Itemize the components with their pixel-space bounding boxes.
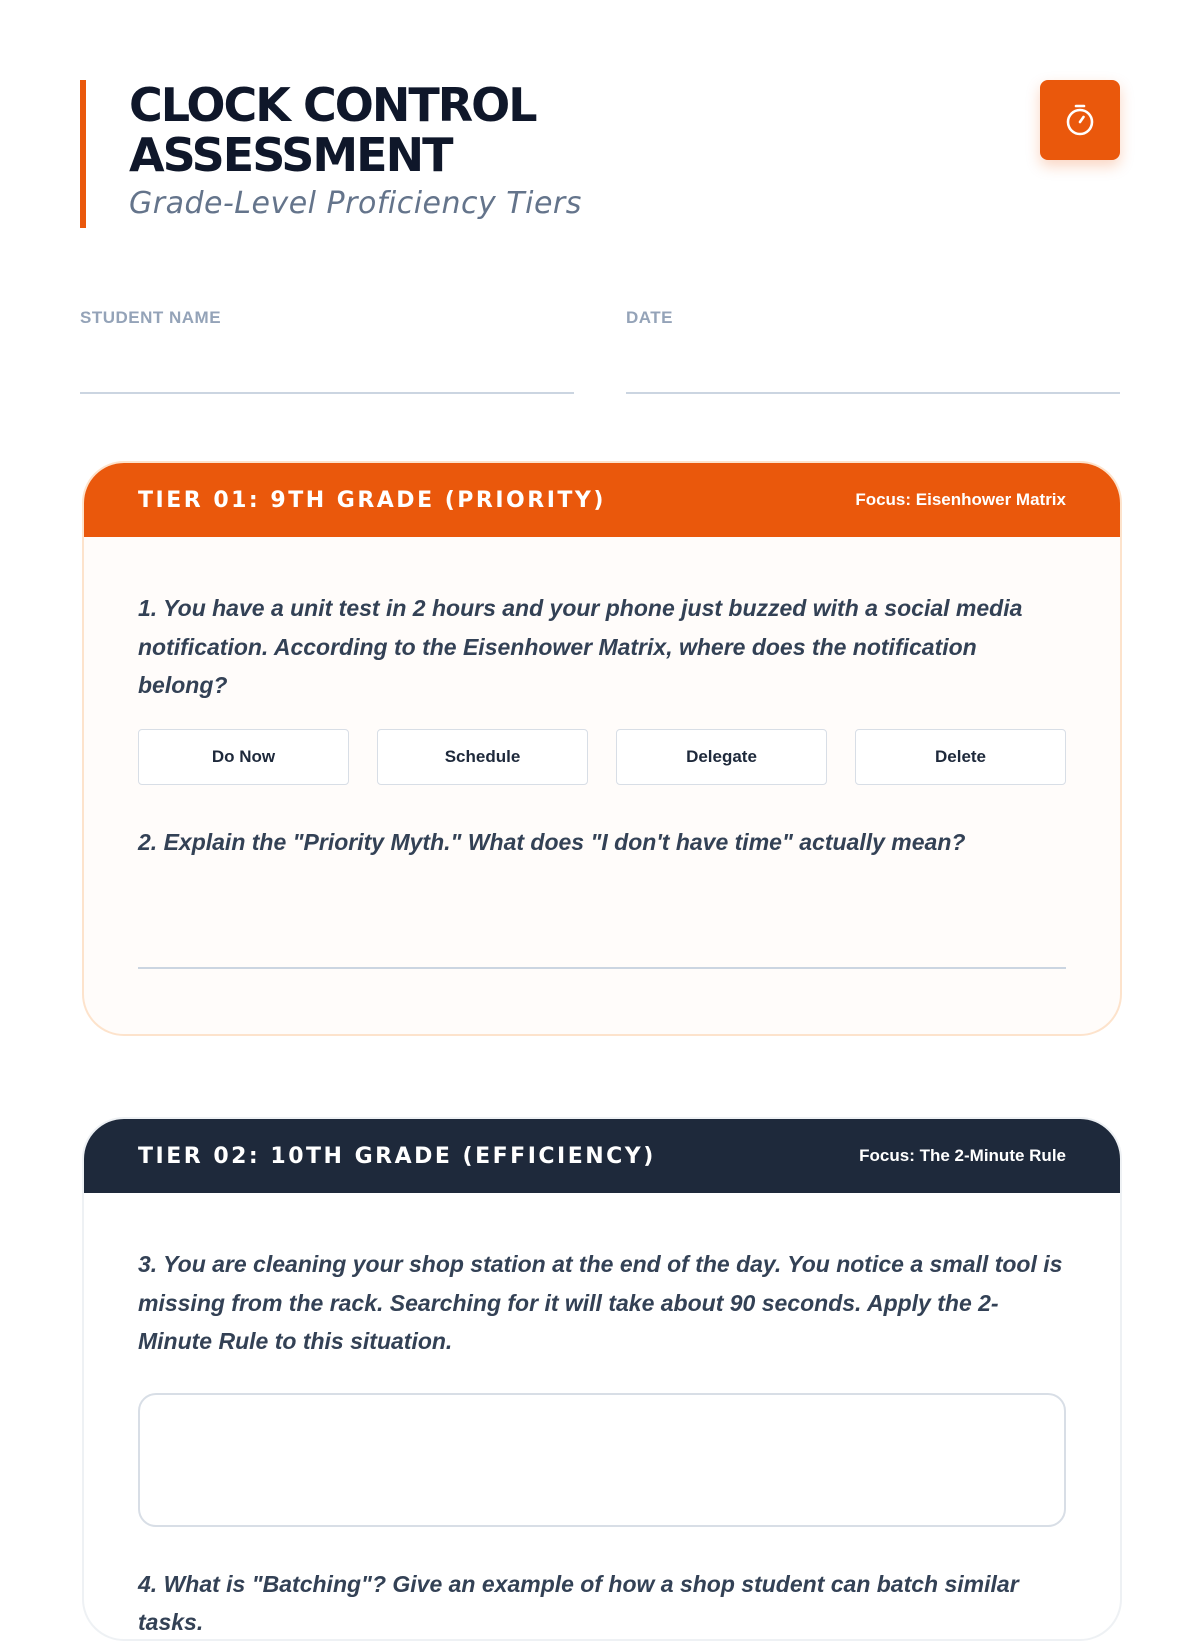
page-title-line1: CLOCK CONTROL	[129, 80, 582, 130]
question-1-options	[138, 729, 1066, 785]
question-4: 4. What is "Batching"? Give an example of how a shop student can batch similar tasks.	[138, 1565, 1066, 1641]
tier-2-card	[82, 1117, 1122, 1641]
tier-2-header	[84, 1119, 1120, 1193]
page-subtitle: Grade-Level Proficiency Tiers	[129, 186, 582, 221]
question-1: 1. You have a unit test in 2 hours and your phone just buzzed with a social media notification. According to the Eisenhower Matrix, where does the notification belong?	[138, 589, 1066, 705]
page-title-line2: ASSESSMENT	[129, 130, 582, 180]
timer-button[interactable]	[1040, 80, 1120, 160]
question-3-answer-box[interactable]	[138, 1393, 1066, 1527]
tier-2-title: TIER 02: 10TH GRADE (EFFICIENCY)	[138, 1144, 656, 1169]
option-delegate-button[interactable]: Delegate	[616, 729, 827, 785]
stopwatch-icon	[1063, 103, 1097, 137]
title-block	[80, 80, 582, 228]
student-name-label: STUDENT NAME	[80, 308, 574, 328]
tier-1-header	[84, 463, 1120, 537]
tier-1-title: TIER 01: 9TH GRADE (PRIORITY)	[138, 488, 606, 513]
date-label: DATE	[626, 308, 1120, 328]
option-schedule-button[interactable]: Schedule	[377, 729, 588, 785]
question-3: 3. You are cleaning your shop station at the end of the day. You notice a small tool is missing from the rack. Searching for it will take about 90 seconds. Apply the 2-Minute Rule to this situation.	[138, 1245, 1066, 1361]
tier-2-focus: Focus: The 2-Minute Rule	[859, 1146, 1066, 1166]
student-name-field[interactable]	[80, 308, 574, 394]
question-2: 2. Explain the "Priority Myth." What does "I don't have time" actually mean?	[138, 823, 1066, 862]
option-delete-button[interactable]: Delete	[855, 729, 1066, 785]
tier-1-focus: Focus: Eisenhower Matrix	[855, 490, 1066, 510]
option-do-now-button[interactable]: Do Now	[138, 729, 349, 785]
tier-1-body	[84, 537, 1120, 969]
date-field[interactable]	[626, 308, 1120, 394]
student-info	[80, 308, 1120, 392]
page-header	[80, 80, 1120, 228]
tier-1-card	[82, 461, 1122, 1036]
question-2-answer-line[interactable]	[138, 967, 1066, 969]
tier-2-body	[84, 1193, 1120, 1641]
